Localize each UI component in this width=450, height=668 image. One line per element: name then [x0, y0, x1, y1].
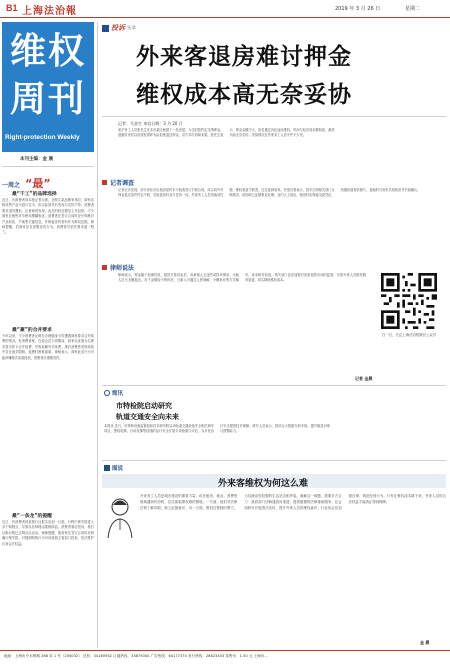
feature-intro: 来沪务工人员张先生在本市某区租借了一处房屋，入住时按约定交纳押金。退租时房东以房屋有损坏为由拒绝退还押金，双方多次协商未果。张先生表示，押金金额不大，但若通过诉讼途径维权，时间与经济成本都较高，最终只能无奈妥协。类似情况在外来务工人员中并不少见。: [118, 128, 335, 138]
portrait-illustration-icon: [104, 494, 136, 540]
weekly-title-line2: 周刊: [10, 79, 87, 120]
week-best-heading: [2, 172, 94, 190]
feature-byline: 记者：马金生 来信日期：3 月 20 日: [118, 121, 183, 126]
short-news-tag-label: 简讯: [112, 391, 124, 397]
commentary-body: 外来务工人员是城市建设的重要力量，但在租房、就业、消费等领域遇到纠纷时，往往面临维权难的困境。一方面，他们对法律法规了解有限，缺乏证据意识；另一方面，维权过程耗时费力，与其流动性较强的生活状态相矛盾。破解这一难题，需要多方合力：政府部门应畅通投诉渠道，提供便捷的法律援助服务；社会组织可开展普法宣传，提升外来人员的维权意识；行业协会应加强自律，规范经营行为。只有让维权成本降下来，外来人员的合法权益才能真正得到保障。: [140, 494, 446, 510]
week-best-prefix: 一周之: [2, 182, 21, 189]
feature-tag-label: 投诉: [111, 24, 125, 32]
weekly-title-line1: 维权: [10, 31, 87, 72]
issue-date: 2019 年 3 月 26 日: [335, 6, 381, 12]
qr-code-block: [372, 273, 446, 373]
feature-tag-icon: [102, 25, 109, 32]
qr-code-icon: [381, 273, 437, 329]
feature-author-sign: 记者 金晨: [355, 376, 373, 381]
feature-tag-sub: 实录: [127, 26, 136, 31]
column-divider: [97, 22, 98, 648]
short-news-icon: [104, 390, 110, 396]
week-best-highlight: “最”: [25, 177, 51, 190]
section-lawyer: [102, 263, 442, 272]
issue-weekday: 星期二: [405, 6, 421, 12]
page-label: B1: [6, 3, 18, 13]
short-news-headline: 市特检院启动研究: [116, 402, 172, 410]
best-item-1-body: 近日，有消费者向本报记者反映，在购买某品牌家具时，商家宣称所售产品为进口实木，但实际到货后发现与宣传不符。消费者要求退货遭拒。记者调查发现，此类纠纷近期呈上升趋势，不少商家在销售环节使用模糊表述，消费者在签订合同时应仔细核对产品材质、产地等关键信息，并保留宣传资料作为维权证据。律师提醒，若商家存在虚假宣传行为，消费者可依法要求退一赔三。: [2, 198, 94, 235]
commentary-tag: [104, 464, 123, 472]
short-news-body: 本报讯 近日，市特种设备监督检验技术研究院启动轨道交通设备安全相关研究项目，围绕电梯、自动扶梯等设施的运行安全开展专项检测与评估，为市民出行安全提供技术保障。研究人员表示，将结合大数据分析手段，提升隐患识别与预警能力。: [104, 424, 330, 434]
feature-headline-2: 维权成本高无奈妥协: [136, 82, 352, 108]
commentary-headline: 外来客维权为何这么难: [218, 479, 309, 489]
short-news-subheadline: 轨道交通安全向未来: [116, 413, 179, 421]
commentary-icon: [104, 465, 110, 471]
feature-tag: [102, 22, 136, 34]
commentary-tag-label: 图说: [112, 466, 124, 472]
section-lawyer-title: 律师说法: [110, 265, 135, 272]
editor-line: 本刊主编：金 晨: [20, 157, 54, 162]
feature-headline-rule: [102, 116, 446, 117]
footer-info: 地址：上海市小木桥路 268 弄 1 号（200032） 总机：34160932 订阅热线：33875000 广告热线：64177374 发行热线：28823303 零售价：1.50 元 上海市...: [4, 654, 268, 658]
best-item-3-body: 近日，有消费者到某旅行社报名参加一日游，行程中被安排进入多个购物点，导游以各种理由推销商品。消费者事后投诉，旅行社称行程已注明自由活动。律师提醒，旅游者在签订合同时应明确行程安排，对强制购物行为可向旅游主管部门投诉，依法维护自身合法权益。: [2, 520, 94, 546]
section-reporter-survey-body: 记者走访发现，部分房东在出租房屋时未与租客签订书面合同，或合同中对押金退还条件约定不明，导致退房时双方各执一词。外来务工人员因流动性强、维权渠道不熟悉，往往选择放弃。有受访者表示，曾多次到相关部门反映情况，但因缺乏证据难以处理。业内人士指出，租房时应保留交款凭证、拍摄房屋现状照片，退租时与房东共同验房并书面确认。: [118, 188, 421, 198]
footer-rule: [0, 650, 450, 651]
best-item-3-title: 最“一条龙”的提醒: [12, 514, 52, 519]
weekly-title-block: [2, 22, 94, 152]
best-item-1-title: 最“干工”的品牌选择: [12, 192, 57, 197]
section-reporter-survey: [102, 178, 442, 187]
feature-bottom-rule: [102, 385, 446, 386]
short-news-tag: [104, 389, 123, 397]
commentary-portrait: [104, 494, 136, 540]
best-item-2-body: 今年以来，不少消费者反映在办理健身卡时遭遇商家要求合并续费的情况。有消费者称，在原会员卡到期前，商家以优惠为名要求将多张卡合并续费，并收取额外手续费。事后消费者发现条款中存在诸多限制，退费时困难重重。律师表示，商家此类行为可能涉嫌格式条款侵权，消费者应谨慎签约。: [2, 334, 94, 360]
masthead-rule: [0, 17, 450, 18]
left-divider: [2, 166, 94, 167]
short-news-bottom-rule: [102, 460, 446, 461]
section-marker-icon: [102, 180, 107, 185]
commentary-author-sign: 金 晨: [420, 640, 430, 645]
weekly-english-title: Right-protection Weekly: [5, 134, 80, 141]
section-marker-icon: [102, 265, 107, 270]
masthead: [0, 0, 450, 18]
qr-caption: 扫一扫，关注上海法治报微信公众号: [381, 333, 437, 337]
paper-name-logo: 上海法治報: [22, 6, 77, 17]
section-reporter-survey-title: 记者调查: [110, 180, 135, 187]
section-lawyer-body: 律师表示，押金属于担保性质，租赁关系结束后，若承租人无违约或损坏情形，出租人应当全额退还。对于金额较小的纠纷，当事人可通过人民调解、小额诉讼等方式解决，成本相对较低。相关部门也应加强对房屋租赁市场的监管，完善外来人员维权服务渠道，切实降低维权成本。: [118, 273, 366, 283]
best-item-2-title: 最“豪”的合并要求: [12, 328, 52, 333]
left-column: [2, 22, 94, 642]
feature-headline-1: 外来客退房难讨押金: [136, 44, 352, 70]
